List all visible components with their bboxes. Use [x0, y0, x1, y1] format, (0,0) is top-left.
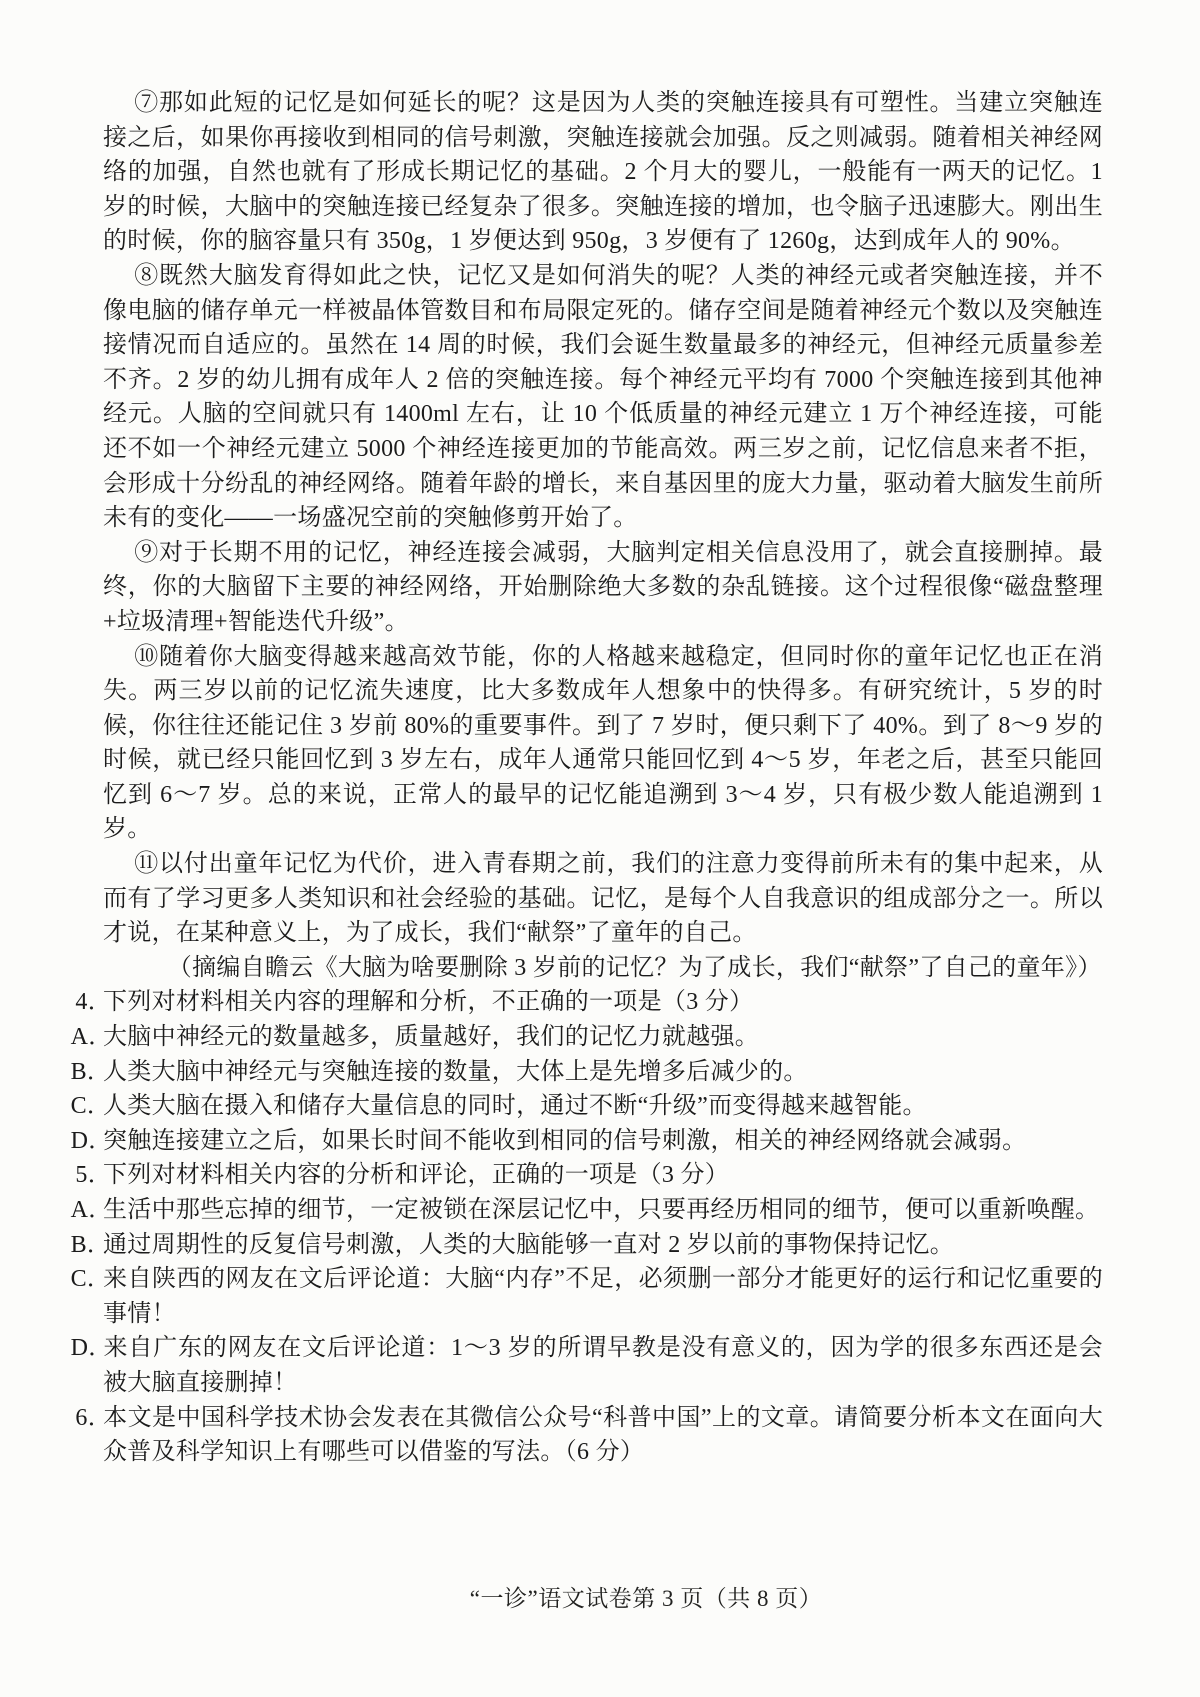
option-c-label: C． — [70, 1266, 112, 1293]
question-6-number: 6． — [75, 1404, 113, 1431]
question-4-stem — [75, 985, 1103, 1020]
question-6 — [75, 1401, 1103, 1470]
question-6-stem — [75, 1401, 1103, 1470]
question-5-option-d — [70, 1331, 1103, 1400]
question-5-number: 5． — [75, 1162, 113, 1189]
option-c-text: 人类大脑在摄入和储存大量信息的同时，通过不断“升级”而变得越来越智能。 — [103, 1093, 927, 1120]
question-5 — [70, 1158, 1103, 1400]
option-d-text: 突触连接建立之后，如果长时间不能收到相同的信号刺激，相关的神经网络就会减弱。 — [103, 1127, 1027, 1154]
question-4 — [70, 985, 1103, 1158]
question-6-stem-text: 本文是中国科学技术协会发表在其微信公众号“科普中国”上的文章。请简要分析本文在面向大众普及科学知识上有哪些可以借鉴的写法。（6 分） — [103, 1404, 1103, 1466]
passage-paragraph-7: ⑦那如此短的记忆是如何延长的呢？这是因为人类的突触连接具有可塑性。当建立突触连接之后，如果你再接收到相同的信号刺激，突触连接就会加强。反之则减弱。随着相关神经网络的加强，自然也就有了形成长期记忆的基础。2 个月大的婴儿，一般能有一两天的记忆。1 岁的时候，大脑中的突触连接已经复杂了很多。突触连接的增加，也令脑子迅速膨大。刚出生的时候，你的脑容量只有 350g，1 岁便达到 950g，3 岁便有了 1260g，达到成年人的 90%。 — [103, 90, 1103, 255]
option-d-text: 来自广东的网友在文后评论道：1～3 岁的所谓早教是没有意义的，因为学的很多东西还是会被大脑直接删掉！ — [103, 1335, 1103, 1396]
page-footer: “一诊”语文试卷第 3 页（共 8 页） — [469, 1586, 823, 1611]
option-b-label: B． — [70, 1058, 112, 1085]
source-attribution: （摘编自瞻云《大脑为啥要删除 3 岁前的记忆？为了成长，我们“献祭”了自己的童年》） — [167, 954, 1102, 981]
question-5-option-a — [70, 1193, 1103, 1228]
question-5-option-b — [70, 1228, 1103, 1263]
passage-paragraph-11: ⑪以付出童年记忆为代价，进入青春期之前，我们的注意力变得前所未有的集中起来，从而有了学习更多人类知识和社会经验的基础。记忆，是每个人自我意识的组成部分之一。所以才说，在某种意义上，为了成长，我们“献祭”了童年的自己。 — [103, 851, 1103, 947]
passage-paragraph-10: ⑩随着你大脑变得越来越高效节能，你的人格越来越稳定，但同时你的童年记忆也正在消失。两三岁以前的记忆流失速度，比大多数成年人想象中的快得多。有研究统计，5 岁的时候，你往往还能记住 3 岁前 80%的重要事件。到了 7 岁时，便只剩下了 40%。到了 8～9 岁的时候，就已经只能回忆到 3 岁左右，成年人通常只能回忆到 4～5 岁，年老之后，甚至只能回忆到 6～7 岁。总的来说，正常人的最早的记忆能追溯到 3～4 岁，只有极少数人能追溯到 1 岁。 — [103, 643, 1103, 843]
option-b-text: 人类大脑中神经元与突触连接的数量，大体上是先增多后减少的。 — [103, 1058, 808, 1085]
page-content — [70, 86, 1103, 1470]
question-4-option-a — [70, 1020, 1103, 1055]
option-d-label: D． — [70, 1335, 113, 1362]
option-a-text: 大脑中神经元的数量越多，质量越好，我们的记忆力就越强。 — [103, 1024, 760, 1051]
passage-paragraph-8: ⑧既然大脑发育得如此之快，记忆又是如何消失的呢？人类的神经元或者突触连接，并不像电脑的储存单元一样被晶体管数目和布局限定死的。储存空间是随着神经元个数以及突触连接情况而自适应的。虽然在 14 周的时候，我们会诞生数量最多的神经元，但神经元质量参差不齐。2 岁的幼儿拥有成年人 2 倍的突触连接。每个神经元平均有 7000 个突触连接到其他神经元。人脑的空间就只有 1400ml 左右，让 10 个低质量的神经元建立 1 万个神经连接，可能还不如一个神经元建立 5000 个神经连接更加的节能高效。两三岁之前，记忆信息来者不拒，会形成十分纷乱的神经网络。随着年龄的增长，来自基因里的庞大力量，驱动着大脑发生前所未有的变化——一场盛况空前的突触修剪开始了。 — [103, 262, 1103, 532]
question-4-stem-text: 下列对材料相关内容的理解和分析，不正确的一项是（3 分） — [103, 989, 754, 1016]
question-4-option-b — [70, 1055, 1103, 1090]
question-4-option-d — [70, 1124, 1103, 1159]
option-a-label: A． — [70, 1197, 113, 1223]
option-d-label: D． — [70, 1127, 113, 1154]
question-5-stem-text: 下列对材料相关内容的分析和评论，正确的一项是（3 分） — [103, 1162, 730, 1189]
question-4-number: 4． — [75, 989, 113, 1016]
option-b-label: B． — [70, 1231, 112, 1258]
option-b-text: 通过周期性的反复信号刺激，人类的大脑能够一直对 2 岁以前的事物保持记忆。 — [103, 1231, 955, 1258]
question-4-option-c — [70, 1089, 1103, 1124]
option-a-label: A． — [70, 1024, 113, 1051]
passage-paragraph-9: ⑨对于长期不用的记忆，神经连接会减弱，大脑判定相关信息没用了，就会直接删掉。最终，你的大脑留下主要的神经网络，开始删除绝大多数的杂乱链接。这个过程很像“磁盘整理+垃圾清理+智能迭代升级”。 — [103, 539, 1103, 635]
question-5-stem — [75, 1158, 1103, 1193]
option-a-text: 生活中那些忘掉的细节，一定被锁在深层记忆中，只要再经历相同的细节，便可以重新唤醒。 — [103, 1197, 1100, 1223]
option-c-label: C． — [70, 1093, 112, 1120]
question-5-option-c — [70, 1262, 1103, 1331]
option-c-text: 来自陕西的网友在文后评论道：大脑“内存”不足，必须删一部分才能更好的运行和记忆重要的事情！ — [103, 1266, 1103, 1327]
